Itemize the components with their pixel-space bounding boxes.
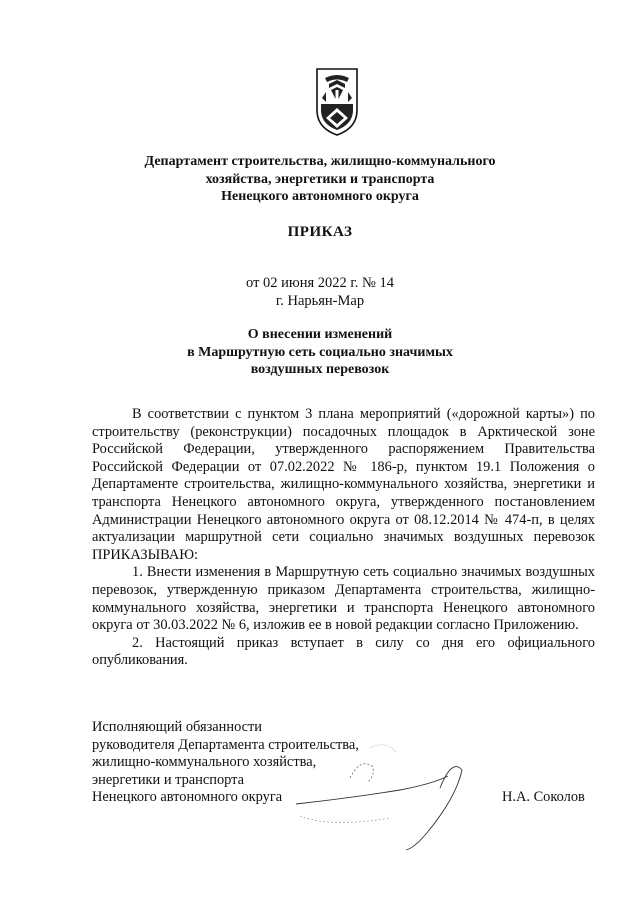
department-line: Ненецкого автономного округа [221,189,419,204]
place: г. Нарьян-Мар [275,292,365,309]
document-body [92,406,595,670]
document-type: ПРИКАЗ [287,224,353,240]
department-name [0,153,640,206]
subject-line: воздушных перевозок [250,362,390,377]
date-and-place [0,275,640,310]
position-line: энергетики и транспорта [92,771,245,788]
position-line: Исполняющий обязанности [92,719,263,735]
signer-name: Н.А. Соколов [502,789,585,805]
date-number: от 02 июня 2022 г. № 14 [246,275,394,291]
body-paragraph-preamble: В соответствии с пунктом 3 плана мероприятий («дорожной карты») по строительству (реконструкции) посадочных площадок в Арктической зоне Российской Федерации, утвержденного распоряжением Правительства Российской Федерации от 07.02.2022 № 186-р, пунктом 19.1 Положения о Департаменте строительства, жилищно-коммунального хозяйства, энергетики и транспорта Ненецкого автономного округа, утвержденного постановлением Администрации Ненецкого автономного округа от 08.12.2014 № 474-п, в целях актуализации маршрутной сети социально значимых воздушных перевозок ПРИКАЗЫВАЮ: [92,406,595,563]
department-line: Департамент строительства, жилищно-коммунального [144,154,496,169]
department-line: хозяйства, энергетики и транспорта [205,171,435,187]
coat-of-arms-icon [314,66,360,138]
document-subject [0,326,640,379]
subject-line: О внесении изменений [247,327,393,342]
subject-line: в Маршрутную сеть социально значимых [187,344,453,360]
position-line: руководителя Департамента строительства, [92,736,359,753]
position-line: жилищно-коммунального хозяйства, [92,754,317,771]
signature-position [92,719,392,807]
body-paragraph-item-2: 2. Настоящий приказ вступает в силу со дня его официального опубликования. [92,634,595,669]
body-paragraph-item-1: 1. Внести изменения в Маршрутную сеть социально значимых воздушных перевозок, утвержденную приказом Департамента строительства, жилищно-коммунального хозяйства, энергетики и транспорта Ненецкого автономного округа от 30.03.2022 № 6, изложив ее в новой редакции согласно Приложению. [92,564,595,634]
position-line: Ненецкого автономного округа [92,789,283,806]
